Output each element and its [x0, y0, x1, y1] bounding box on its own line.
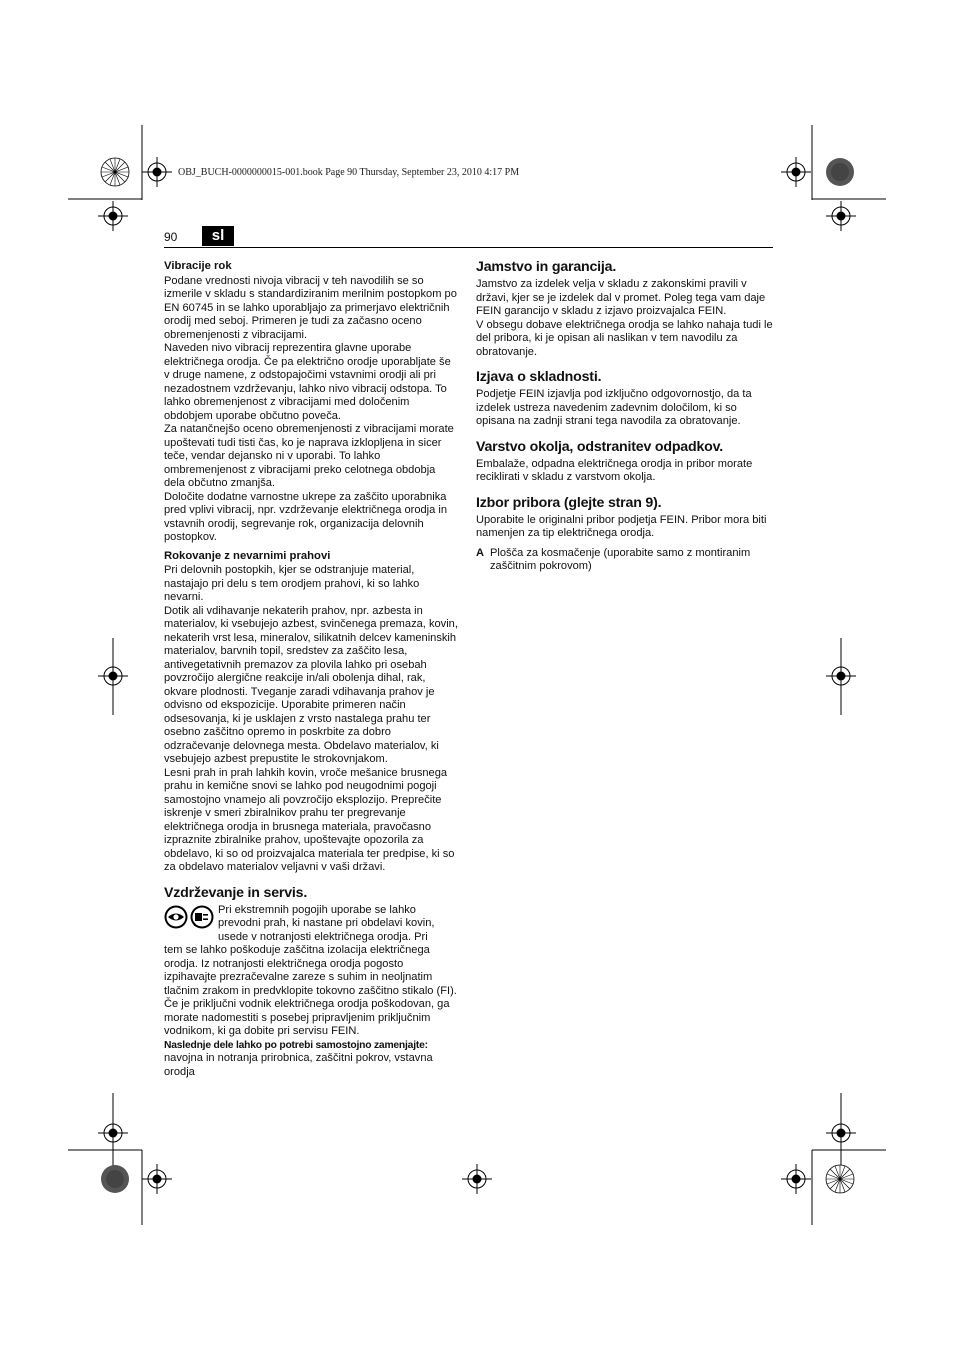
- left-column: [164, 260, 458, 1079]
- paragraph: tem se lahko poškoduje zaščitna izolacija električnega orodja. Iz notranjosti električnega orodja pogosto izpihavajte prezračevalne zareze s suhim in neoljnatim tlačnim zrakom in predvklopite tokovno zaščitno stikalo (FI).: [164, 944, 457, 997]
- paragraph: Za natančnejšo oceno obremenjenosti z vibracijami morate upoštevati tudi tisti čas, ko je naprava izklopljena in sicer teče, vendar dejansko ni v uporabi. To lahko ombremenjenost z vibracijami preko celotnega obdobja dela občutno zmanjša.: [164, 423, 454, 489]
- paragraph: Naveden nivo vibracij reprezentira glavne uporabe električnega orodja. Če pa električno orodje uporabljate še v druge namene, z odstopajočimi vstavnimi orodji ali pri nezadostnem vzdrževanju, lahko nivo vibracij odstopa. To lahko obremenjenost z vibracijami med določenim obdobjem uporabe občutno poveča.: [164, 342, 451, 422]
- paragraph: Podjetje FEIN izjavlja pod izključno odgovornostjo, da ta izdelek ustreza navedenim zadevnim določilom, ki so opisana na zadnji strani tega navodila za obratovanje.: [476, 388, 752, 427]
- paragraph: Določite dodatne varnostne ukrepe za zaščito uporabnika pred vplivi vibracij, npr. vzdrževanje električnega orodja in vstavnih orodij, segrevanje rok, organizacija delovnih postopkov.: [164, 490, 448, 543]
- right-column: [476, 258, 773, 574]
- heading-environment: Varstvo okolja, odstranitev odpadkov.: [476, 438, 723, 455]
- accessory-item-text: Plošča za kosmačenje (uporabite samo z montiranim zaščitnim pokrovom): [490, 546, 751, 572]
- paragraph: Podane vrednosti nivoja vibracij v teh navodilih se so izmerile v skladu s standardiziranim merilnim postopkom po EN 60745 in se lahko uporabljajo za primerjavo električnih orodij med seboj. Primeren je tudi za začasno oceno obremenjenosti z vibracijami.: [164, 274, 457, 341]
- paragraph: Uporabite le originalni pribor podjetja FEIN. Pribor mora biti namenjen za tip električnega orodja.: [476, 513, 767, 539]
- accessory-item-label: A: [476, 546, 485, 559]
- paragraph: V obsegu dobave električnega orodja se lahko nahaja tudi le del pribora, ki je opisan ali naslikan v tem navodilu za obratovanje.: [476, 318, 773, 358]
- paragraph: Lesni prah in prah lahkih kovin, vroče mešanice brusnega prahu in kemične snovi se lahko pod neugodnimi pogoji samostojno vnamejo ali povzročijo eksplozijo. Preprečite iskrenje v smeri zbiralnikov prahu ter pregrevanje električnega orodja in brusnega materiala, pravočasno izpraznite zbiralnike prahov, upoštevajte opozorila za obdelavo, ki so od proizvajalca materiala ter predpise, ki so za obdelavo materialov veljavni v vaši državi.: [164, 766, 455, 873]
- accessory-list-item: [476, 547, 773, 574]
- section-title-dust: Rokovanje z nevarnimi prahovi: [164, 549, 331, 562]
- heading-conformity: Izjava o skladnosti.: [476, 369, 602, 385]
- page-number: 90: [164, 230, 178, 244]
- paragraph: Pri delovnih postopkih, kjer se odstranjuje material, nastajajo pri delu s tem orodjem prahovi, ki so lahko nevarni.: [164, 564, 420, 603]
- service-parts-label: Naslednje dele lahko po potrebi samostojno zamenjajte:: [164, 1039, 428, 1051]
- paragraph: Embalaže, odpadna električnega orodja in pribor morate reciklirati v skladu z varstvom okolja.: [476, 457, 753, 483]
- print-info-line: OBJ_BUCH-0000000015-001.book Page 90 Thursday, September 23, 2010 4:17 PM: [178, 167, 520, 178]
- paragraph: Če je priključni vodnik električnega orodja poškodovan, ga morate nadomestiti s posebej pripravljenim priključnim vodnikom, ki ga dobite pri servisu FEIN.: [164, 998, 450, 1037]
- heading-service: Vzdrževanje in servis.: [164, 884, 308, 901]
- service-icon-block: [164, 904, 458, 945]
- paragraph-line: prevodni prah, ki nastane pri obdelavi kovin,: [218, 917, 435, 929]
- paragraph-line: Pri ekstremnih pogojih uporabe se lahko: [218, 903, 416, 916]
- paragraph: Dotik ali vdihavanje nekaterih prahov, npr. azbesta in materialov, ki vsebujejo azbest, svinčenega premaza, kovin, nekaterih vrst lesa, mineralov, silikatnih delcev kameninskih materialov, barvnih topil, sredstev za zaščito lesa, antivegetativnih premazov za plovila lahko pri osebah povzročijo alergične reakcije in/ali obolenja dihal, rak, okvare plodnosti. Tveganje zaradi vdihavanja prahov je odvisno od ekspozicije. Uporabite primeren način odsesovanja, ki je usklajen z vrsto nastalega prahu ter osebno zaščitno opremo in poskrbite za dobro odzračevanje delovnega mesta. Obdelavo materialov, ki vsebujejo azbest prepustite le strokovnjakom.: [164, 604, 458, 765]
- heading-accessories: Izbor pribora (glejte stran 9).: [476, 494, 662, 511]
- heading-warranty: Jamstvo in garancija.: [476, 259, 617, 275]
- paragraph-line: usede v notranjosti električnega orodja. Pri: [218, 930, 428, 943]
- paragraph: Jamstvo za izdelek velja v skladu z zakonskimi pravili v državi, kjer se je izdelek dal v promet. Poleg tega vam daje FEIN garancijo v skladu z izjavo proizvajalca FEIN.: [476, 278, 766, 317]
- paragraph: navojna in notranja prirobnica, zaščitni pokrov, vstavna orodja: [164, 1052, 433, 1078]
- header-rule: [164, 247, 773, 248]
- eye-protection-icon: [164, 905, 188, 929]
- unplug-icon: [190, 905, 214, 929]
- language-tab: sl: [202, 226, 234, 246]
- section-title-vibration: Vibracije rok: [164, 260, 232, 272]
